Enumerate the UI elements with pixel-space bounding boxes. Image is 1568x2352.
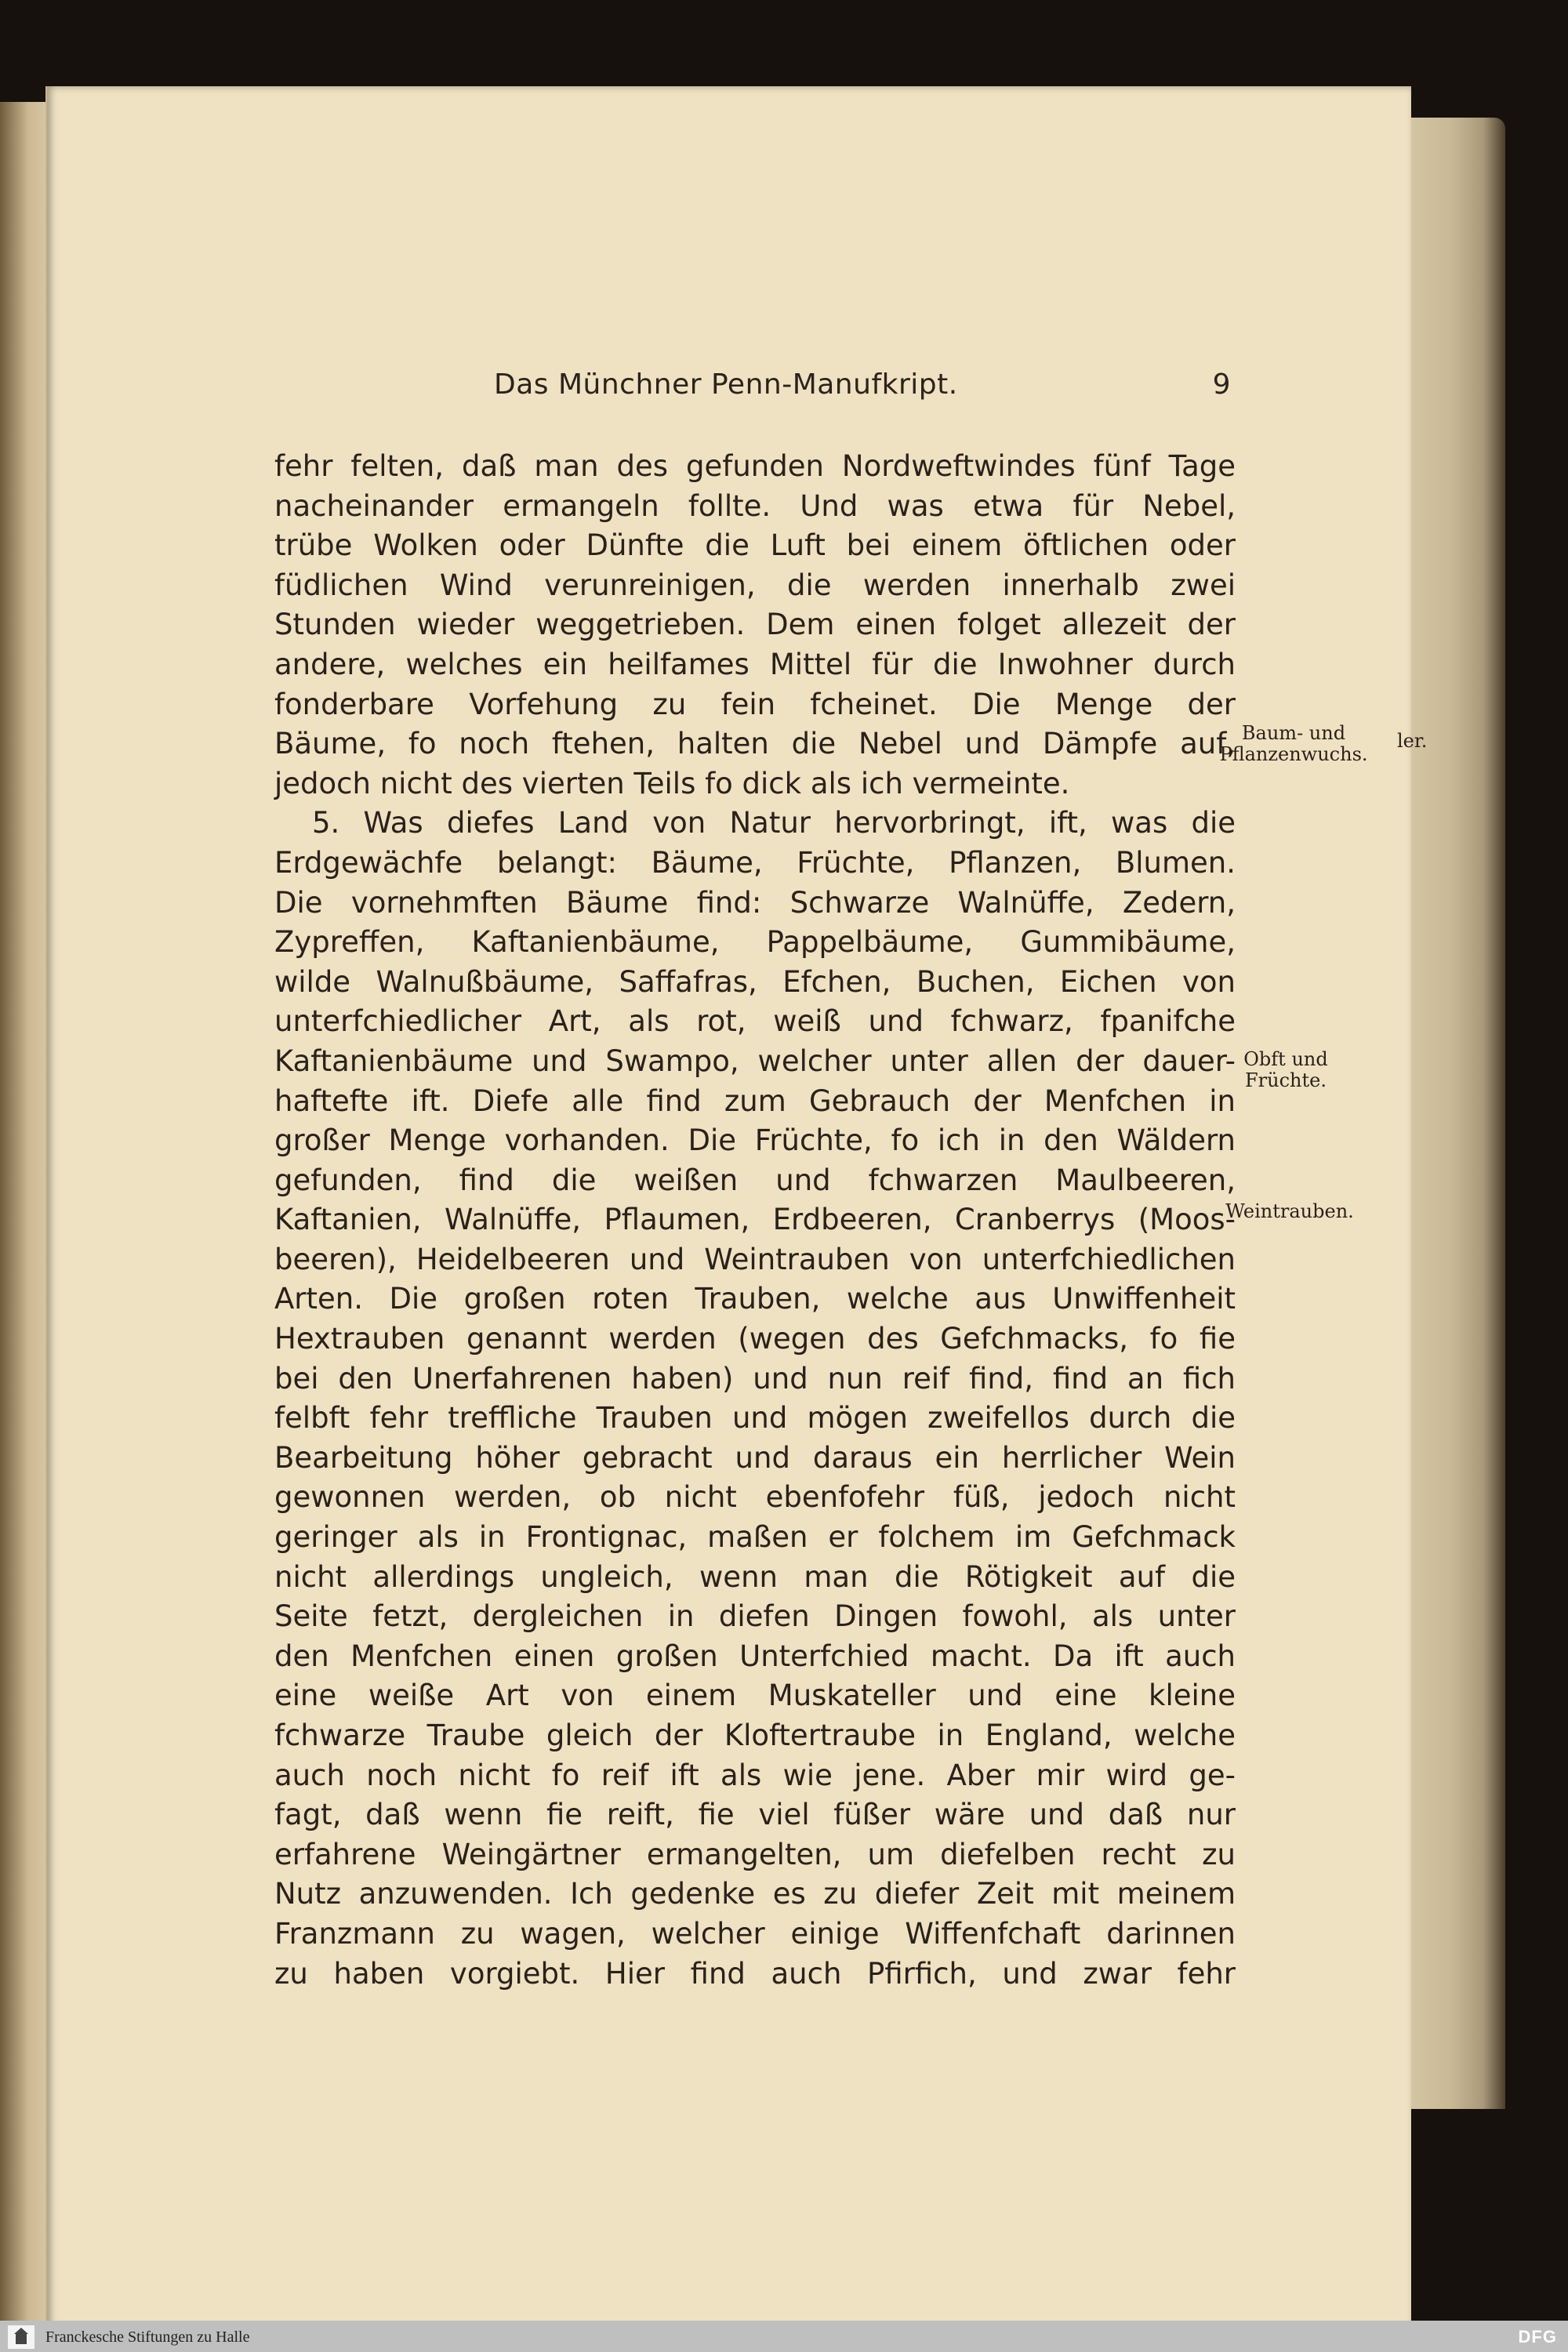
text-line: Erdgewächfe belangt: Bäume, Früchte, Pflanzen, Blumen. [274, 845, 1236, 880]
marginal-note-line: Früchte. [1245, 1069, 1327, 1091]
text-line: nicht allerdings ungleich, wenn man die Rötigkeit auf die [274, 1559, 1236, 1594]
text-line: jedoch nicht des vierten Teils fo dick als ich vermeinte. [274, 766, 1070, 800]
marginal-note-cut: ler. [1397, 731, 1428, 752]
book-page [47, 86, 1428, 2328]
text-line: Kaftanien, Walnüffe, Pflaumen, Erdbeeren, Cranberrys (Moos- [274, 1203, 1236, 1237]
text-line: Arten. Die großen roten Trauben, welche aus Unwiffenheit [274, 1282, 1236, 1316]
text-line: eine weiße Art von einem Muskateller und eine kleine [274, 1679, 1236, 1713]
text-line: auch noch nicht fo reif ift als wie jene. Aber mir wird ge- [274, 1758, 1236, 1792]
viewer-footer [0, 2321, 1568, 2352]
body-text [274, 447, 1236, 1994]
marginal-note-line: Pflanzenwuchs. [1219, 743, 1368, 765]
running-head-title: Das Münchner Penn-Manufkript. [494, 368, 958, 401]
text-line: Nutz anzuwenden. Ich gedenke es zu diefer Zeit mit meinem [274, 1877, 1236, 1911]
page-stack-edge [1396, 118, 1505, 2109]
marginal-note-weintrauben: Weintrauben. [1225, 1200, 1354, 1222]
text-line: großer Menge vorhanden. Die Früchte, fo ich in den Wäldern [274, 1123, 1236, 1158]
text-line: gefunden, find die weißen und fchwarzen Maulbeeren, [274, 1163, 1236, 1197]
institution-logo-icon [8, 2325, 34, 2349]
text-line: Stunden wieder weggetrieben. Dem einen folget allezeit der [274, 608, 1236, 642]
text-line: beeren), Heidelbeeren und Weintrauben von unterfchiedlichen [274, 1242, 1236, 1276]
text-line: Bearbeitung höher gebracht und daraus ein herrlicher Wein [274, 1440, 1236, 1475]
left-page-edge [0, 102, 47, 2321]
text-line: Kaftanienbäume und Swampo, welcher unter allen der dauer- [274, 1044, 1236, 1078]
text-line: füdlichen Wind verunreinigen, die werden innerhalb zwei [274, 568, 1236, 602]
text-line: bei den Unerfahrenen haben) und nun reif find, find an fich [274, 1361, 1236, 1396]
text-line: fehr felten, daß man des gefunden Nordweftwindes fünf Tage [274, 449, 1236, 483]
text-line: wilde Walnußbäume, Saffafras, Efchen, Buchen, Eichen von [274, 964, 1236, 999]
text-line: nacheinander ermangeln follte. Und was etwa für Nebel, [274, 488, 1236, 523]
text-line: 5. Was diefes Land von Natur hervorbringt, ift, was die [312, 806, 1236, 840]
text-line: geringer als in Frontignac, maßen er folchem im Gefchmack [274, 1520, 1236, 1555]
text-line: gewonnen werden, ob nicht ebenfofehr füß, jedoch nicht [274, 1480, 1236, 1515]
text-line: Zypreffen, Kaftanienbäume, Pappelbäume, Gummibäume, [274, 925, 1236, 960]
text-line: Seite fetzt, dergleichen in diefen Dingen fowohl, als unter [274, 1599, 1236, 1634]
marginal-note-line: Baum- und [1241, 722, 1346, 744]
text-line: den Menfchen einen großen Unterfchied macht. Da ift auch [274, 1639, 1236, 1673]
text-line: Franzmann zu wagen, welcher einige Wiffenfchaft darinnen [274, 1916, 1236, 1951]
dfg-logo: DFG [1518, 2327, 1557, 2347]
text-line: fagt, daß wenn fie reift, fie viel füßer wäre und daß nur [274, 1798, 1236, 1832]
text-line: andere, welches ein heilfames Mittel für die Inwohner durch [274, 647, 1236, 681]
marginal-note-baum [1200, 723, 1388, 765]
text-line: zu haben vorgiebt. Hier find auch Pfirfich, und zwar fehr [274, 1956, 1236, 1991]
text-line: fchwarze Traube gleich der Kloftertraube in England, welche [274, 1719, 1236, 1752]
text-line: fonderbare Vorfehung zu fein fcheinet. Die Menge der [274, 687, 1236, 721]
text-line: Die vornehmften Bäume find: Schwarze Walnüffe, Zedern, [274, 885, 1236, 920]
text-line: trübe Wolken oder Dünfte die Luft bei einem öftlichen oder [274, 528, 1236, 563]
text-line: felbft fehr treffliche Trauben und mögen zweifellos durch die [274, 1401, 1236, 1436]
text-line: unterfchiedlicher Art, als rot, weiß und fchwarz, fpanifche [274, 1004, 1236, 1039]
text-line: Bäume, fo noch ftehen, halten die Nebel und Dämpfe auf, [274, 727, 1236, 761]
text-line: haftefte ift. Diefe alle find zum Gebrauch der Menfchen in [274, 1083, 1236, 1118]
page-number: 9 [1212, 368, 1231, 401]
footer-credit: Franckesche Stiftungen zu Halle [45, 2328, 250, 2346]
marginal-note-line: Obft und [1243, 1048, 1328, 1070]
text-line: erfahrene Weingärtner ermangelten, um diefelben recht zu [274, 1837, 1236, 1871]
marginal-note-obst [1207, 1049, 1364, 1091]
text-line: Hextrauben genannt werden (wegen des Gefchmacks, fo fie [274, 1322, 1236, 1356]
